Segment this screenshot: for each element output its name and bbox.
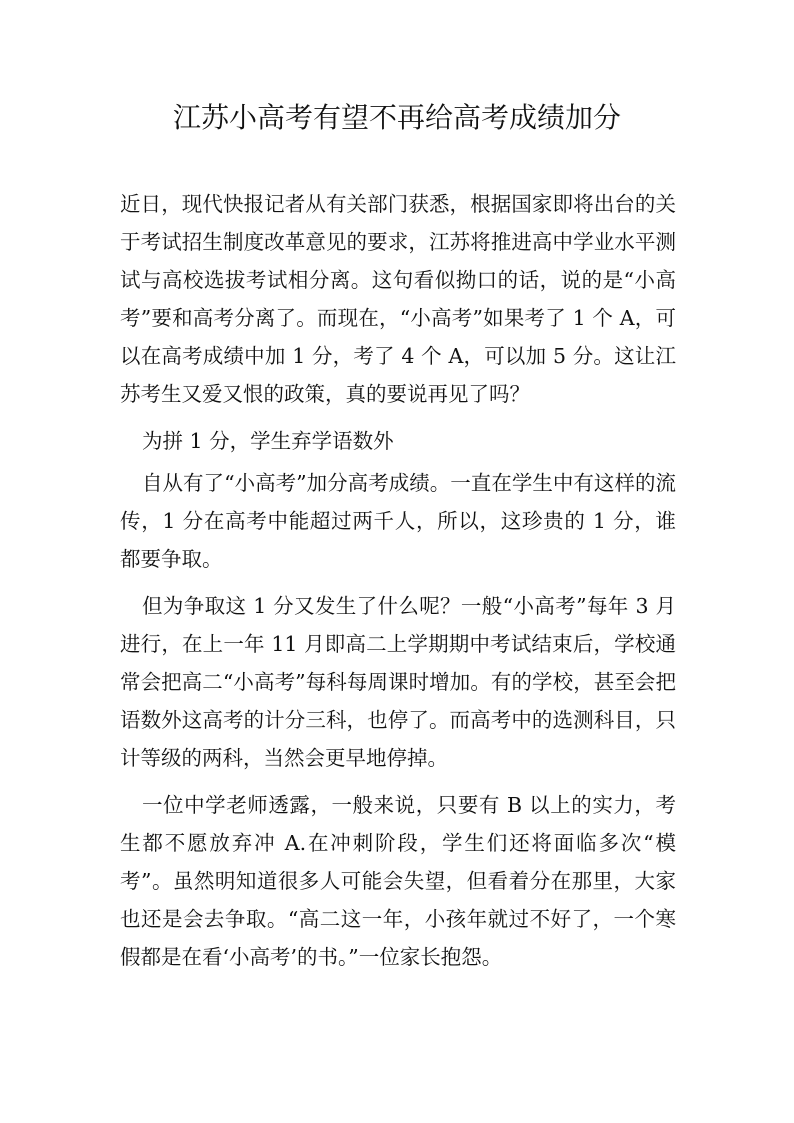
section-heading: 为拼 1 分，学生弃学语数外 <box>142 429 394 453</box>
paragraph-teacher-quote: 一位中学老师透露，一般来说，只要有 B 以上的实力，考生都不愿放弃冲 A.在冲刺阶段，学生们还将面临多次“模考”。虽然明知道很多人可能会失望，但看着分在那里，大家也还是会去争取。“高二这一年，小孩年就过不好了，一个寒假都是在看‘小高考’的书。”一位家长抱怨。 <box>120 793 676 969</box>
document-title: 江苏小高考有望不再给高考成绩加分 <box>172 101 621 134</box>
paragraph-bonus-rumor: 自从有了“小高考”加分高考成绩。一直在学生中有这样的流传，1 分在高考中能超过两千人，所以，这珍贵的 1 分，谁都要争取。 <box>120 471 676 571</box>
paragraph-intro: 近日，现代快报记者从有关部门获悉，根据国家即将出台的关于考试招生制度改革意见的要求，江苏将推进高中学业水平测试与高校选拔考试相分离。这句看似拗口的话，说的是“小高考”要和高考分离了。而现在，“小高考”如果考了 1 个 A，可以在高考成绩中加 1 分，考了 4 个 A，可以加 5 分。这让江苏考生又爱又恨的政策，真的要说再见了吗？ <box>120 192 676 406</box>
document-body <box>120 185 676 985</box>
paragraph-schedule: 但为争取这 1 分又发生了什么呢？一般“小高考”每年 3 月进行，在上一年 11 月即高二上学期期中考试结束后，学校通常会把高二“小高考”每科每周课时增加。有的学校，甚至会把语数外这高考的计分三科，也停了。而高考中的选测科目，只计等级的两科，当然会更早地停掉。 <box>120 594 676 770</box>
